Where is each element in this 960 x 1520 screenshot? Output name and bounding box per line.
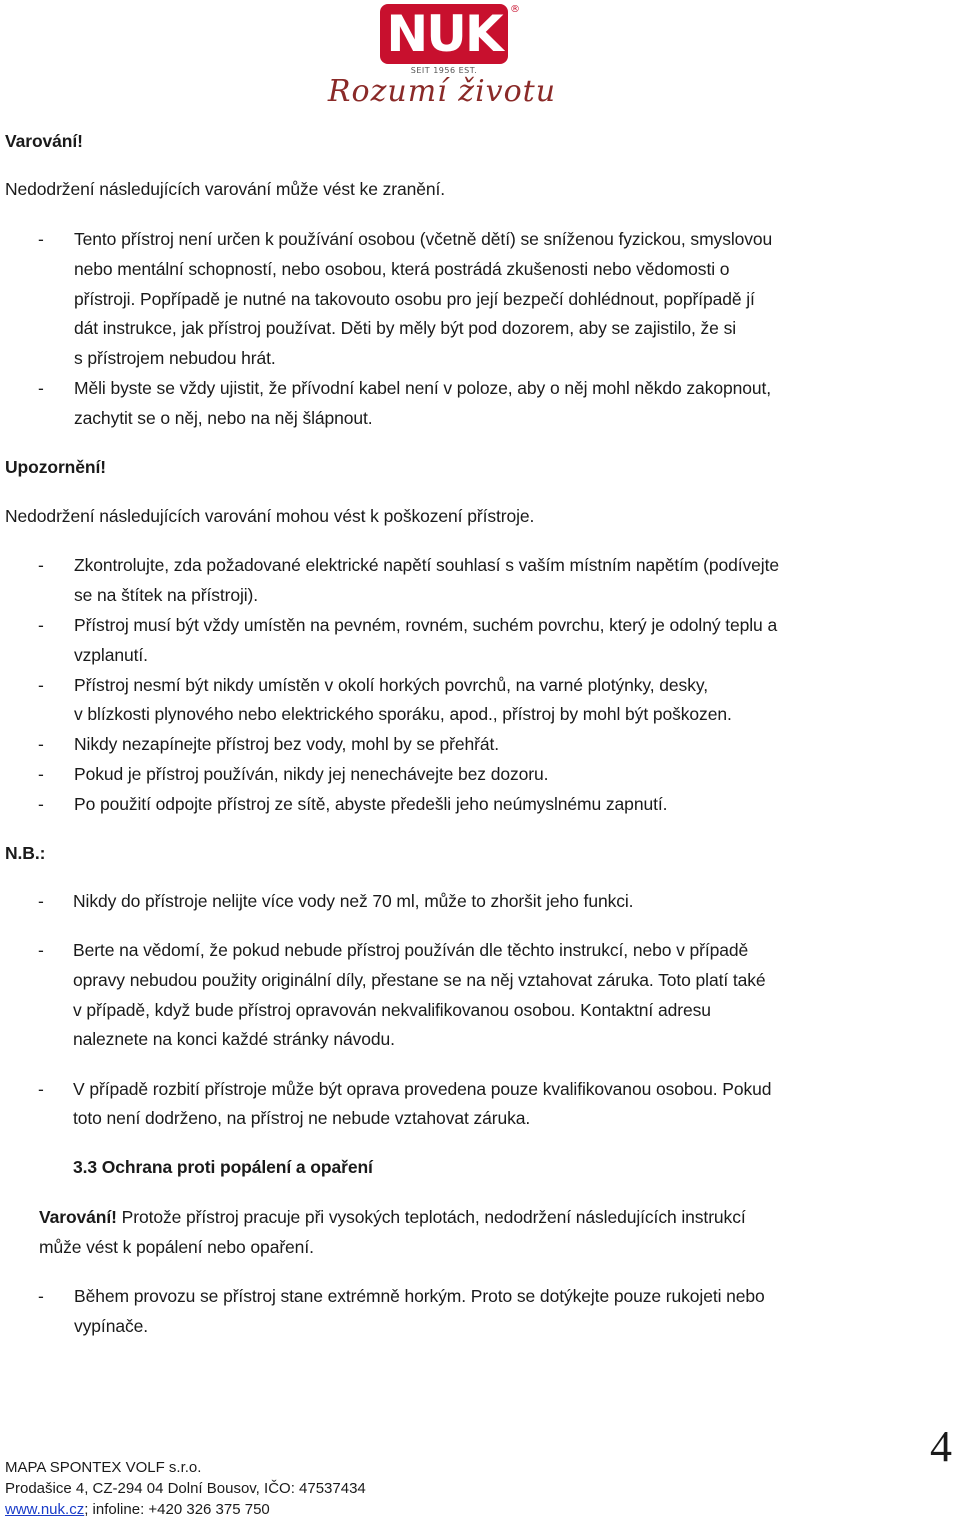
list-dash: - bbox=[38, 1286, 44, 1306]
list-item-line: Nikdy do přístroje nelijte více vody než 70 ml, může to zhoršit jeho funkci. bbox=[73, 891, 634, 911]
list-item-line: V případě rozbití přístroje může být oprava provedena pouze kvalifikovanou osobou. Pokud bbox=[73, 1079, 772, 1099]
nuk-logo bbox=[322, 0, 562, 112]
list-item-line: Měli byste se vždy ujistit, že přívodní kabel není v poloze, aby o něj mohl někdo zakopnout, bbox=[74, 378, 772, 398]
footer-company: MAPA SPONTEX VOLF s.r.o. bbox=[5, 1459, 202, 1476]
list-item-line: naleznete na konci každé stránky návodu. bbox=[73, 1029, 395, 1049]
list-item-line: Nikdy nezapínejte přístroj bez vody, mohl by se přehřát. bbox=[74, 734, 499, 754]
list-item-line: Po použití odpojte přístroj ze sítě, abyste předešli jeho neúmyslnému zapnutí. bbox=[74, 794, 668, 814]
list-item-line: Zkontrolujte, zda požadované elektrické napětí souhlasí s vaším místním napětím (podívejte bbox=[74, 555, 779, 575]
list-item-line: v případě, když bude přístroj opravován nekvalifikovanou osobou. Kontaktní adresu bbox=[73, 1000, 711, 1020]
list-dash: - bbox=[38, 794, 44, 814]
list-dash: - bbox=[38, 891, 44, 911]
footer-address: Prodašice 4, CZ-294 04 Dolní Bousov, IČO: 47537434 bbox=[5, 1480, 366, 1497]
list-item-line: dát instrukce, jak přístroj používat. Děti by měly být pod dozorem, aby se zajistilo, že si bbox=[74, 318, 737, 338]
list-item-line: Berte na vědomí, že pokud nebude přístroj používán dle těchto instrukcí, nebo v případě bbox=[73, 940, 749, 960]
list-item-line: nebo mentální schopností, nebo osobou, která postrádá zkušenosti nebo vědomosti o bbox=[74, 259, 730, 279]
list-dash: - bbox=[38, 615, 44, 635]
list-dash: - bbox=[38, 1079, 44, 1099]
section-warning-text: Protože přístroj pracuje při vysokých teplotách, nedodržení následujících instrukcí bbox=[121, 1207, 746, 1227]
list-dash: - bbox=[38, 555, 44, 575]
list-item-line: opravy nebudou použity originální díly, přestane se na něj vztahovat záruka. Toto platí také bbox=[73, 970, 766, 990]
list-item-line: zachytit se o něj, nebo na něj šlápnout. bbox=[74, 408, 373, 428]
list-item-line: Během provozu se přístroj stane extrémně horkým. Proto se dotýkejte pouze rukojeti nebo bbox=[74, 1286, 765, 1306]
list-item-line: se na štítek na přístroji). bbox=[74, 585, 259, 605]
list-item-line: s přístrojem nebudou hrát. bbox=[74, 348, 276, 368]
list-item-line: Tento přístroj není určen k používání osobou (včetně dětí) se sníženou fyzickou, smyslovou bbox=[74, 229, 773, 249]
logo-tagline: Rozumí životu bbox=[327, 74, 557, 109]
footer-website-link[interactable]: www.nuk.cz bbox=[5, 1501, 85, 1518]
logo-established: SEIT 1956 EST. bbox=[410, 66, 478, 75]
logo-brand: NUK bbox=[386, 5, 502, 63]
list-dash: - bbox=[38, 229, 44, 249]
warning-intro: Nedodržení následujících varování může vést ke zranění. bbox=[5, 179, 446, 199]
page-number: 4 bbox=[930, 1422, 952, 1471]
logo-registered-mark: ® bbox=[510, 4, 520, 15]
list-item-line: vypínače. bbox=[74, 1316, 149, 1336]
list-item-line: Přístroj musí být vždy umístěn na pevném, rovném, suchém povrchu, který je odolný teplu a bbox=[74, 615, 778, 635]
section-heading: 3.3 Ochrana proti popálení a opaření bbox=[73, 1157, 373, 1177]
section-warning-text-cont: může vést k popálení nebo opaření. bbox=[39, 1237, 314, 1257]
list-dash: - bbox=[38, 764, 44, 784]
section-warning-line bbox=[39, 1203, 746, 1233]
list-dash: - bbox=[38, 675, 44, 695]
list-dash: - bbox=[38, 734, 44, 754]
list-item-line: v blízkosti plynového nebo elektrického sporáku, apod., přístroj by mohl být poškozen. bbox=[74, 704, 732, 724]
list-item-line: Přístroj nesmí být nikdy umístěn v okolí horkých povrchů, na varné plotýnky, desky, bbox=[74, 675, 708, 695]
list-item-line: Pokud je přístroj používán, nikdy jej nenechávejte bez dozoru. bbox=[74, 764, 549, 784]
footer-infoline: ; infoline: +420 326 375 750 bbox=[84, 1501, 270, 1518]
warning-title: Varování! bbox=[5, 131, 83, 151]
caution-title: Upozornění! bbox=[5, 457, 106, 477]
list-dash: - bbox=[38, 940, 44, 960]
list-item-line: toto není dodrženo, na přístroj ne nebude vztahovat záruka. bbox=[73, 1108, 531, 1128]
footer-contact bbox=[5, 1499, 270, 1520]
section-warning-label: Varování! bbox=[39, 1207, 117, 1227]
caution-intro: Nedodržení následujících varování mohou vést k poškození přístroje. bbox=[5, 506, 535, 526]
list-dash: - bbox=[38, 378, 44, 398]
nb-title: N.B.: bbox=[5, 843, 46, 863]
list-item-line: přístroji. Popřípadě je nutné na takovouto osobu pro její bezpečí dohlédnout, popřípadě jí bbox=[74, 289, 755, 309]
list-item-line: vzplanutí. bbox=[74, 645, 148, 665]
